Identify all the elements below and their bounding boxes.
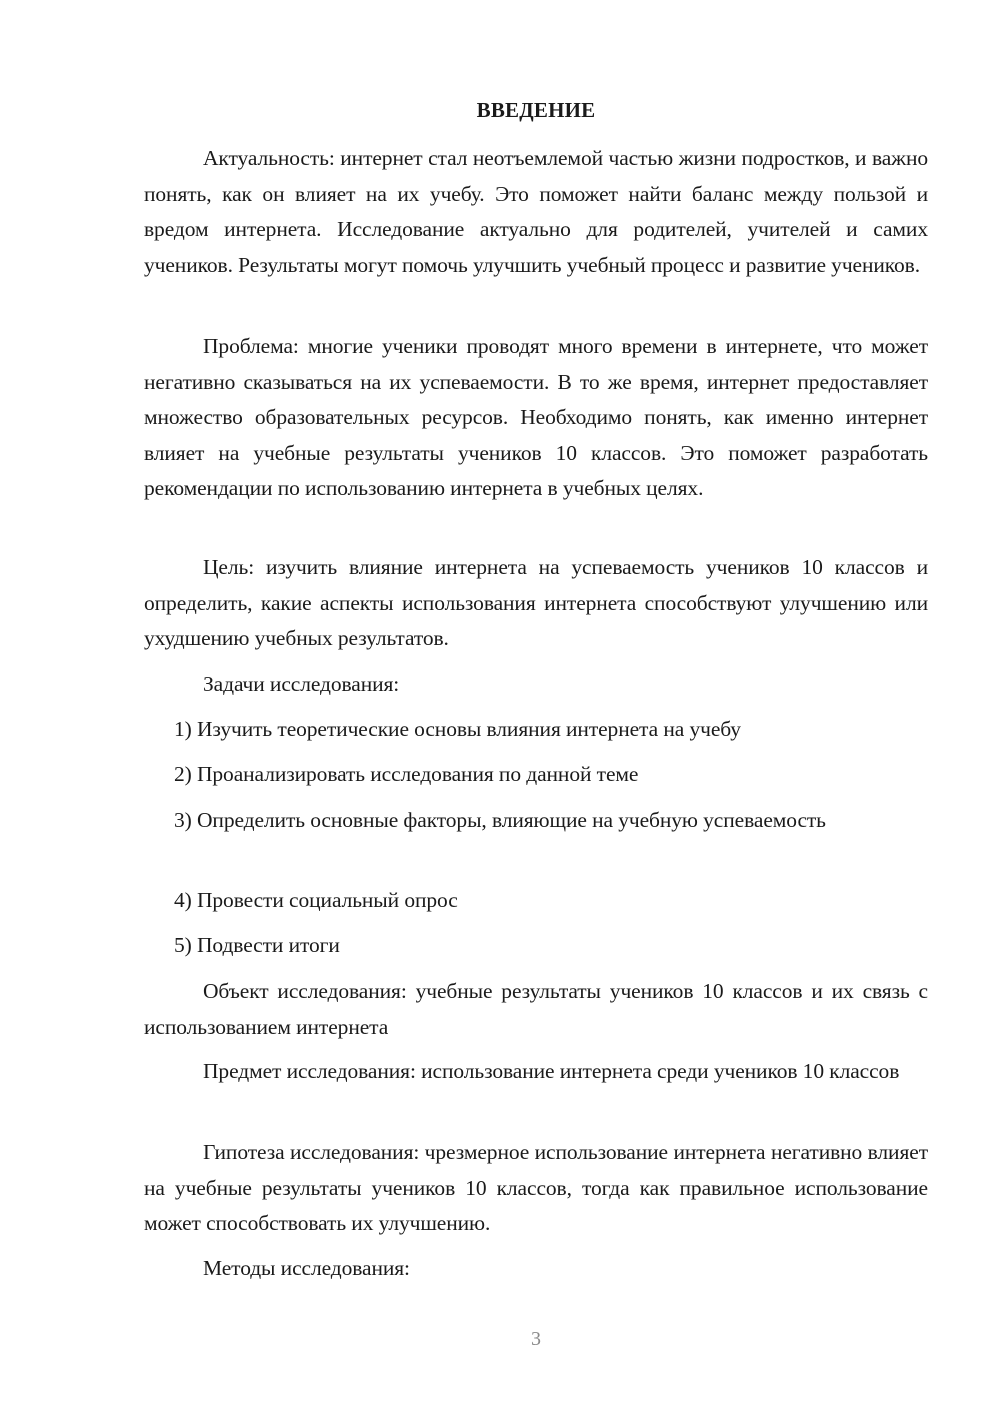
section-title: ВВЕДЕНИЕ [476,98,596,122]
document-page [144,0,928,1414]
page-number: 3 [531,1328,541,1350]
paragraph-goal: Цель: изучить влияние интернета на успеваемость учеников 10 классов и определить, какие аспекты использования интернета способствуют улучшению или ухудшению учебных результатов. [144,555,928,650]
paragraph-hypothesis: Гипотеза исследования: чрезмерное использование интернета негативно влияет на учебные результаты учеников 10 классов, тогда как правильное использование может способствовать их улучшению. [144,1140,928,1235]
task-item-2: 2) Проанализировать исследования по данной теме [174,762,639,786]
methods-heading: Методы исследования: [203,1256,410,1280]
paragraph-subject: Предмет исследования: использование интернета среди учеников 10 классов [203,1059,900,1083]
paragraph-object: Объект исследования: учебные результаты учеников 10 классов и их связь с использованием интернета [144,979,928,1039]
tasks-heading: Задачи исследования: [203,672,400,696]
paragraph-problem: Проблема: многие ученики проводят много времени в интернете, что может негативно сказываться на их успеваемости. В то же время, интернет предоставляет множество образовательных ресурсов. Необходимо понять, как именно интернет влияет на учебные результаты учеников 10 классов. Это поможет разработать рекомендации по использованию интернета в учебных целях. [144,334,928,500]
paragraph-relevance: Актуальность: интернет стал неотъемлемой частью жизни подростков, и важно понять, как он влияет на их учебу. Это поможет найти баланс между пользой и вредом интернета. Исследование актуально для родителей, учителей и самих учеников. Результаты могут помочь улучшить учебный процесс и развитие учеников. [144,146,928,277]
task-item-1: 1) Изучить теоретические основы влияния интернета на учебу [174,717,741,741]
task-item-4: 4) Провести социальный опрос [174,888,458,912]
task-item-3: 3) Определить основные факторы, влияющие на учебную успеваемость [174,808,826,832]
task-item-5: 5) Подвести итоги [174,933,340,957]
